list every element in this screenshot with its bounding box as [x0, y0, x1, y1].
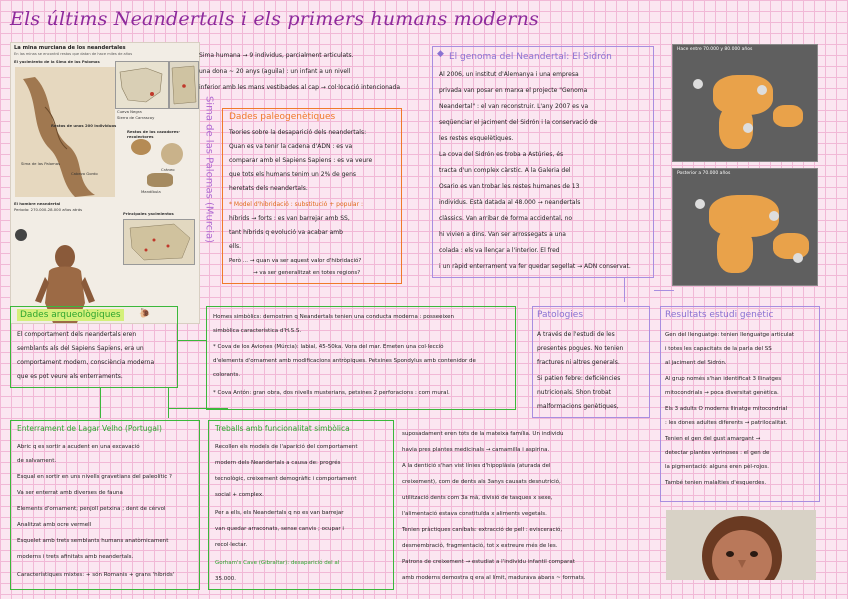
connector-line: [168, 388, 169, 418]
works-line: Gorham's Cave (Gibraltar): desaparició del al: [215, 560, 340, 566]
arqueo-line: comportament modern, consciència moderna: [17, 359, 155, 366]
notes-line: A la dentició s'han vist línies d'hipoplàsia (aturada del: [402, 463, 551, 469]
infographic-label: Cueva Negra: [117, 109, 142, 114]
paleo-line: comparar amb el Sapiens Sapiens : es va veure: [229, 157, 373, 164]
paleo-line: Quan es va tenir la cadena d'ADN : es va: [229, 143, 353, 150]
connector-line: [654, 290, 674, 291]
works-line: modern dels Neandertals a causa de: progrés: [215, 460, 341, 466]
africa-shape: [717, 227, 753, 273]
genetic-line: Tenien el gen del gust amargant →: [665, 436, 761, 442]
pathology-line: Si patien febre: deficiències: [537, 375, 621, 382]
genome-line: colada : els va llençar a l'interior. El fred: [439, 247, 560, 254]
symbolic-works-box: [208, 420, 394, 590]
genome-heading: El genoma del Neandertal: El Sidrón: [449, 52, 612, 62]
paleo-line: heretats dels neandertals.: [229, 185, 308, 192]
skull-marker-icon: [693, 79, 703, 89]
lagar-line: Esqual en sortir en uns nivells gravetians del paleolític ?: [17, 474, 172, 480]
side-label: [196, 95, 222, 250]
genetic-results-box: [660, 306, 820, 502]
region-map-image: [169, 61, 199, 109]
works-line: 35.000.: [215, 576, 236, 582]
genome-line: privada van posar en marxa el projecte "Genoma: [439, 87, 588, 94]
notes-line: l'alimentació estava constituïda x aliments vegetals.: [402, 511, 547, 517]
genome-box: [432, 46, 654, 278]
jaw-image: [147, 173, 173, 187]
symbolic-line: colorants.: [213, 372, 241, 378]
symbolic-line: * Cova Antón: gran obra, dos nivells musterians, petxines 2 perforacions : com mural.: [213, 390, 450, 396]
lagar-line: Va ser enterrat amb diverses de fauna: [17, 490, 123, 496]
paleo-line: * Model d'hibridació : substitució + popular :: [229, 201, 364, 208]
page-title: Els últims Neandertals i els primers humans moderns: [10, 8, 539, 30]
notes-line: utilització dents com 3a mà, divisió de tasques x sexe,: [402, 495, 553, 501]
symbolic-line: Homes simbòlics: demostren q Neandertals tenien una conducta moderna : posseeixen: [213, 314, 455, 320]
pathologies-heading: Patologies: [537, 310, 584, 320]
pathologies-box: [532, 306, 650, 418]
lagar-velho-heading: Enterrament de Lagar Velho (Portugal): [17, 424, 162, 433]
genetic-line: Al grup només s'han identificat 3 llinatges: [665, 376, 782, 382]
human-silhouette-icon: [15, 229, 27, 241]
works-line: recol·lectar.: [215, 542, 248, 548]
stone-tool-image: [131, 139, 151, 155]
arqueo-line: El comportament dels neandertals eren: [17, 331, 137, 338]
snail-icon: 🐌: [139, 309, 151, 319]
cave-cross-section-illustration: [15, 67, 115, 197]
notes-line: amb moderns demostra q era al límit, madurava abans ~ formats.: [402, 575, 586, 581]
world-map-post-70000: [672, 168, 818, 286]
genetic-results-heading: Resultats estudi genètic: [665, 310, 774, 320]
sites-map-shape: [124, 220, 194, 264]
notes-line: suposadament eren tots de la mateixa família. Un individu: [402, 431, 564, 437]
infographic-label: Principales yacimientos: [123, 211, 174, 216]
genome-line: individus. Està datada al 48.000 → neandertals: [439, 199, 581, 206]
symbolic-line: d'elements d'ornament amb modificacions antròpiques. Petxines Spondylus amb contenidor de: [213, 358, 476, 364]
infographic-label: El hombre neandertal: [14, 201, 61, 206]
genome-line: La cova del Sidrón es troba a Astúries, és: [439, 151, 564, 158]
infographic-heading: La mina murciana de los neandertales: [14, 45, 126, 51]
works-line: social + complex.: [215, 492, 264, 498]
genome-line: hi vivien a dins. Van ser arrossegats a una: [439, 231, 566, 238]
top-note-line: Sima humana → 9 individus, parcialment articulats.: [199, 52, 354, 59]
lagar-line: Abric q es sortir a acudent en una excavació: [17, 444, 140, 450]
works-line: Per a ells, els Neandertals q no es van barrejar: [215, 510, 344, 516]
lagar-line: moderns i trets afinitats amb neandertals.: [17, 554, 134, 560]
pathology-line: malformacions genètiques,: [537, 403, 619, 410]
paleo-line: tant híbrids q evolució va acabar amb: [229, 229, 343, 236]
pathology-line: fractures ni altres generals.: [537, 359, 620, 366]
skull-marker-icon: [695, 199, 705, 209]
infographic-label: Restos de unos 200 individuos: [51, 123, 117, 128]
infographic-label: Restos de los cazadores-recolectores: [127, 129, 181, 139]
side-label-text: Sima de las Palomas (Murcia): [203, 95, 215, 244]
infographic-label: El yacimiento de la Sima de las Palomas: [14, 59, 100, 64]
connector-line: [100, 388, 101, 418]
genetic-line: i totes les capacitats de la parla del SS: [665, 346, 772, 352]
genome-line: Osario es van trobar les restes humanes de 13: [439, 183, 580, 190]
connector-line: [624, 278, 625, 302]
skull-marker-icon: [757, 85, 767, 95]
spain-map-shape: [116, 62, 168, 108]
neanderthal-face-photo: [666, 510, 816, 580]
archaeological-data-box: [10, 306, 178, 388]
connector-line: [178, 340, 206, 341]
arqueo-line: semblants als del Sapiens Sapiens, era un: [17, 345, 144, 352]
skull-marker-icon: [769, 211, 779, 221]
lagar-line: Característiques mixtes: + són Romanis + grans 'híbrids': [17, 572, 175, 578]
lagar-line: Analitzat amb ocre vermell: [17, 522, 92, 528]
genetic-line: Els 3 adults O moderns llinatge mitocondrial: [665, 406, 788, 412]
australia-shape: [773, 233, 809, 259]
cannibalism-notes: [402, 428, 652, 588]
asia-shape: [773, 105, 803, 127]
genetic-line: mitocondrials → poca diversitat genètica.: [665, 390, 779, 396]
infographic-label: Sierra de Carrascoy: [117, 115, 155, 120]
infographic-murcia-mine: [10, 42, 200, 324]
top-note-line: una dona ~ 20 anys (aguila) : un infant a un nivell: [199, 68, 351, 75]
paleogenetic-heading: Dades paleogenètiques: [229, 112, 336, 122]
map-caption: Posterior a 70.000 años: [677, 171, 731, 176]
skull-fragment-image: [161, 143, 183, 165]
symbolic-men-box: [206, 306, 516, 410]
genome-line: clàssics. Van arribar de forma accidental, no: [439, 215, 573, 222]
genetic-line: : les dones adultes diferents → patrilocalitat.: [665, 420, 788, 426]
genome-line: Al 2006, un institut d'Alemanya i una empresa: [439, 71, 579, 78]
paleo-line: ells.: [229, 243, 242, 250]
notes-line: Tenien pràctiques caníbals: extracció de pell : evisceració,: [402, 527, 563, 533]
infographic-subheading: En las minas se encontró restos que datan de hace miles de años: [14, 52, 133, 56]
paleo-line: que tots els humans tenim un 2% de gens: [229, 171, 357, 178]
lagar-line: de salvament.: [17, 458, 57, 464]
paleo-line: híbrids → forts : es van barrejar amb SS,: [229, 215, 350, 222]
infographic-label: Cráneo: [161, 167, 175, 172]
genetic-line: al jaciment del Sidrón.: [665, 360, 727, 366]
skull-marker-icon: [743, 123, 753, 133]
infographic-label: Sima de las Palomas: [21, 161, 61, 166]
genetic-line: Gen del llenguatge: tenien llenguatge articulat: [665, 332, 795, 338]
works-line: tecnològic, creixement demogràfic i comportament: [215, 476, 357, 482]
genome-line: les restes esquelètiques.: [439, 135, 514, 142]
paleo-line: Però ... → quan va ser aquest valor d'hibridació?: [229, 258, 362, 264]
notes-line: Patrons de creixement → estudiat a l'individu infantil comparat: [402, 559, 575, 565]
pathology-line: A través de l'estudi de les: [537, 331, 615, 338]
genome-line: seqüenciar el jaciment del Sidrón i la conservació de: [439, 119, 598, 126]
notes-line: creixement), com de dents als 3anys causats desnutrició,: [402, 479, 561, 485]
genome-line: tracta d'un complex càrstic. A la Galeria del: [439, 167, 571, 174]
lagar-line: Elements d'ornament; penjoll petxina ; dent de cérvol: [17, 506, 166, 512]
infographic-label: Cabezo Gordo: [71, 171, 98, 176]
archaeological-heading: Dades arqueològiques: [17, 309, 124, 321]
pathology-line: nutricionals. Shon trobat: [537, 389, 612, 396]
diamond-icon: ◆: [437, 49, 444, 59]
genetic-line: detectar plantes verinoses : el gen de: [665, 450, 770, 456]
infographic-label: Mandíbula: [141, 189, 161, 194]
genome-line: i un ràpid enterrament va fer quedar segellat → ADN conservat.: [439, 263, 631, 270]
arqueo-line: que es pot veure als enterraments.: [17, 373, 123, 380]
map-caption: Hace entre 70.000 y 80.000 años: [677, 47, 753, 52]
notes-line: desmembració, fragmentació, tot x extreure més de les.: [402, 543, 558, 549]
sites-map-image: [123, 219, 195, 265]
works-line: Recollen els models de l'aparició del comportament: [215, 444, 358, 450]
genetic-line: També tenien malalties d'esquerdes.: [665, 480, 767, 486]
face-illustration: [666, 510, 816, 580]
paleogenetic-data-box: [222, 108, 402, 284]
symbolic-line: * Cova de los Aviones (Múrcia): labial, 45-50ka. Vora del mar. Emeten una col·lecció: [213, 344, 444, 350]
lagar-velho-box: [10, 420, 200, 590]
symbolic-line: simbòlica característica d'H.S.S.: [213, 328, 302, 334]
skull-marker-icon: [793, 253, 803, 263]
top-note-line: inferior amb les mans vestibades al cap → col·locació intencionada: [199, 84, 401, 91]
genetic-line: la pigmentació: alguns eren pèl-rojos.: [665, 464, 769, 470]
genome-line: Neandertal" : el van reconstruir. L'any 2007 es va: [439, 103, 589, 110]
notes-line: havia pres plantes medicinals → camamilla i aspirina.: [402, 447, 550, 453]
symbolic-works-heading: Treballs amb funcionalitat simbòlica: [215, 424, 350, 433]
connector-line: [168, 408, 228, 409]
paleo-line: Teories sobre la desaparició dels neandertals:: [229, 129, 367, 136]
spain-map-image: [115, 61, 169, 109]
works-line: van quedar arraconats, sense canvis ; ocupar i: [215, 526, 344, 532]
lagar-line: Esquelet amb trets semblants humans anatòmicament: [17, 538, 169, 544]
world-map-70000-80000: [672, 44, 818, 162]
region-map-shape: [170, 62, 198, 108]
paleo-line: → va ser generalitzat en totes regions?: [253, 270, 361, 276]
infographic-label: Periodo: 270.000-28.000 años atrás: [14, 207, 83, 212]
pathology-line: presentes pogues. No tenien: [537, 345, 624, 352]
